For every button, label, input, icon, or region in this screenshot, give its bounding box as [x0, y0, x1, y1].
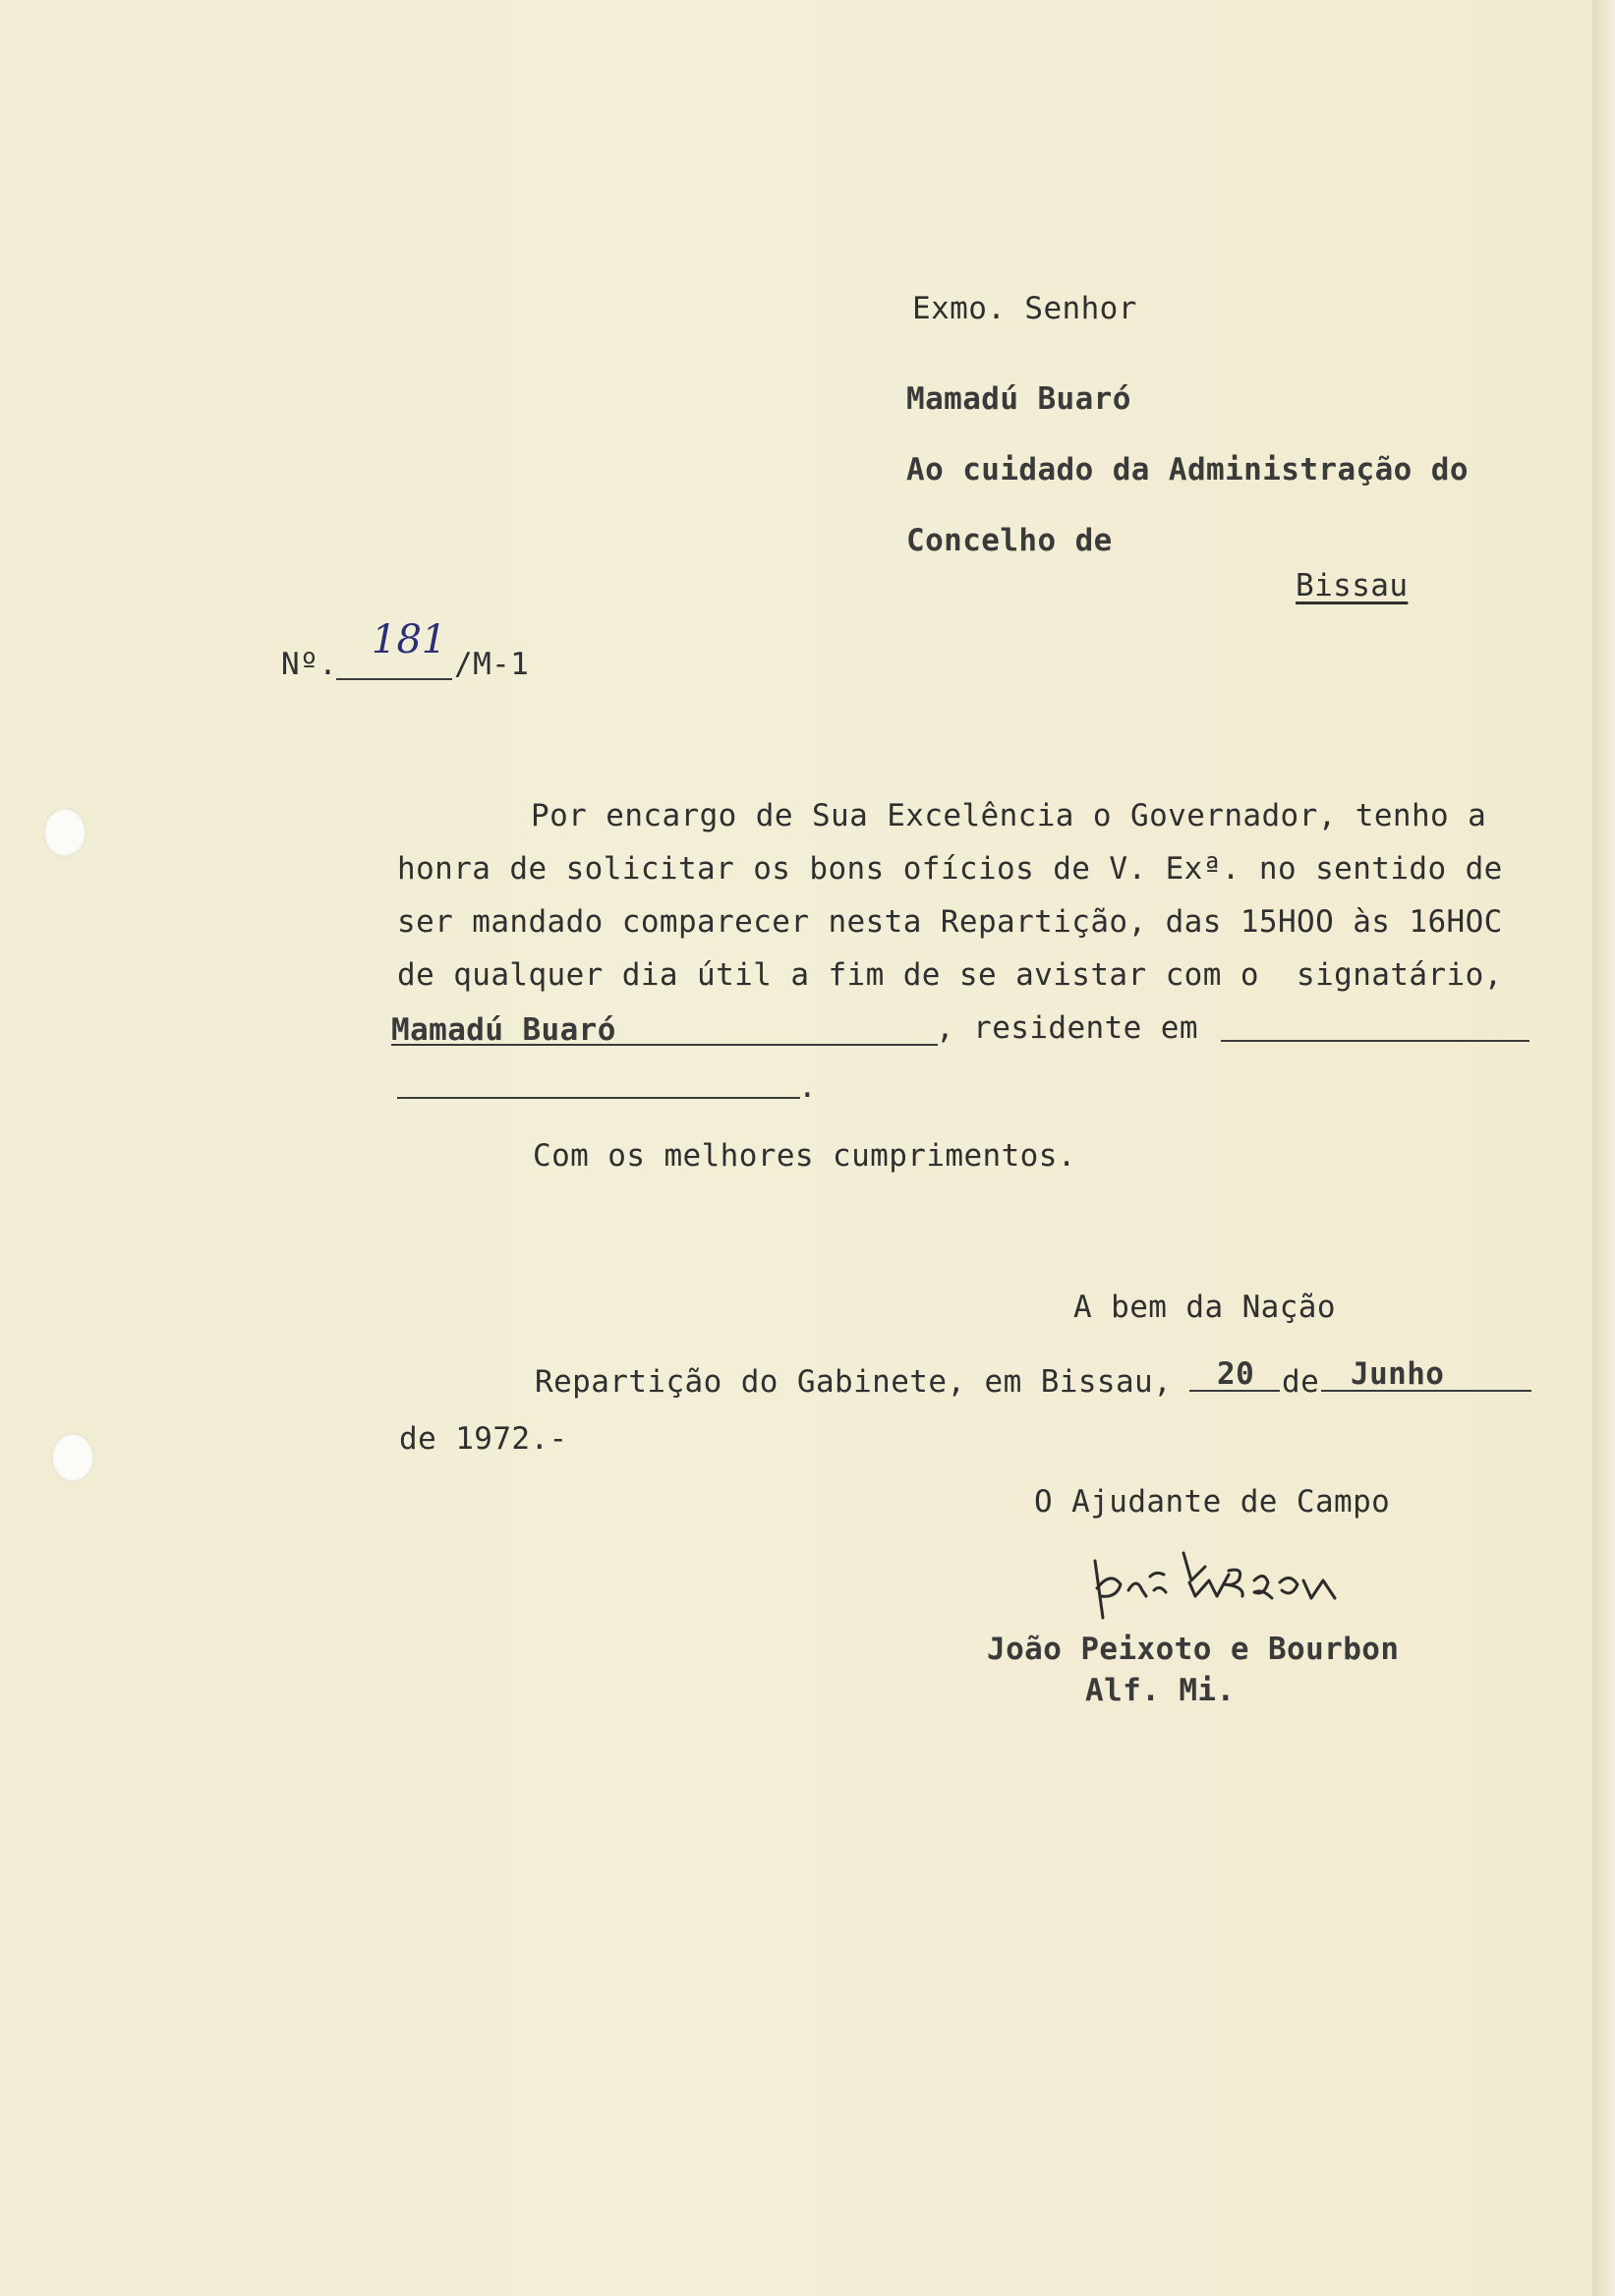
residence-field-line-2 [397, 1097, 800, 1099]
name-field-line [391, 1044, 938, 1046]
date-day: 20 [1217, 1356, 1255, 1392]
body-line-3: ser mandado comparecer nesta Repartição, das 15HOO às 16HOC [397, 904, 1503, 940]
handwritten-signature [1081, 1541, 1376, 1630]
name-field-value: Mamadú Buaró [391, 1012, 616, 1048]
body-line-1: Por encargo de Sua Excelência o Governador, tenho a [531, 798, 1487, 833]
date-month: Junho [1351, 1356, 1445, 1392]
date-de: de [1282, 1364, 1320, 1400]
signatory-name: João Peixoto e Bourbon [987, 1632, 1400, 1667]
reference-number-line [336, 678, 452, 680]
salutation: Exmo. Senhor [912, 291, 1137, 326]
closing-line: Com os melhores cumprimentos. [533, 1138, 1076, 1174]
punch-hole-top [43, 808, 87, 857]
residence-end-period: . [798, 1069, 818, 1105]
reference-suffix: /M-1 [454, 647, 530, 682]
residence-label: , residente em [936, 1010, 1198, 1046]
place-date-prefix: Repartição do Gabinete, em Bissau, [535, 1364, 1173, 1400]
body-line-2: honra de solicitar os bons ofícios de V. Exª. no sentido de [397, 851, 1503, 887]
signatory-role: O Ajudante de Campo [1034, 1484, 1391, 1520]
addressee-name: Mamadú Buaró [906, 381, 1131, 417]
council-line: Concelho de [906, 523, 1113, 558]
reference-number-handwritten: 181 [372, 617, 447, 662]
addressee-place: Bissau [1296, 568, 1409, 603]
motto: A bem da Nação [1073, 1290, 1336, 1325]
page-edge [1592, 0, 1615, 2296]
care-of-line: Ao cuidado da Administração do [906, 452, 1469, 488]
body-line-4: de qualquer dia útil a fim de se avistar com o signatário, [397, 957, 1503, 993]
signatory-rank: Alf. Mi. [1085, 1673, 1236, 1708]
reference-prefix: Nº. [281, 647, 338, 682]
residence-field-line [1221, 1040, 1529, 1042]
date-year: de 1972.- [399, 1421, 568, 1457]
punch-hole-bottom [51, 1433, 94, 1482]
